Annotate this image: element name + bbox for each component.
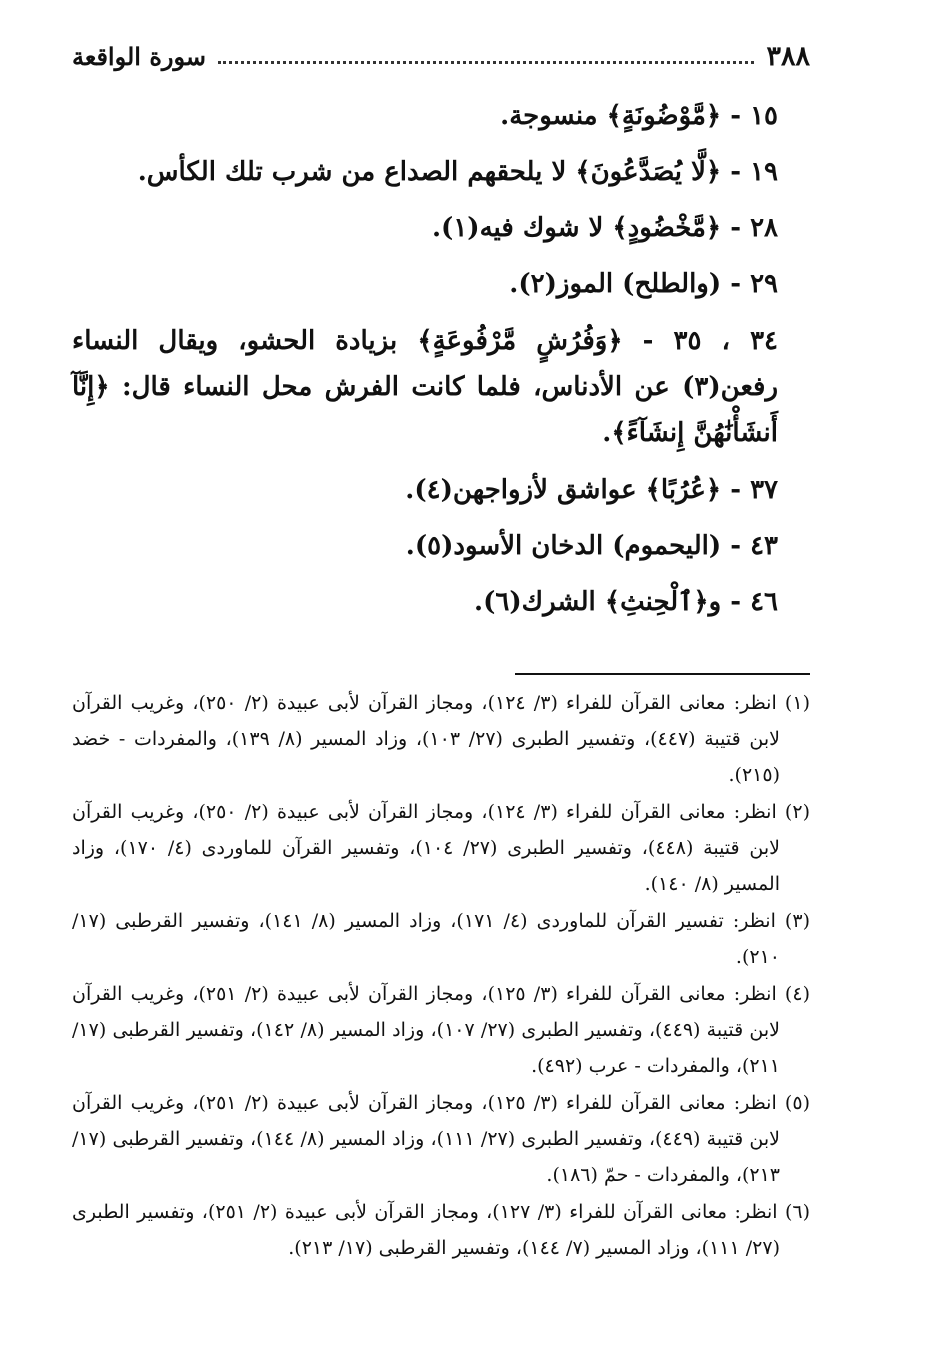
dotted-leader [218,61,754,64]
entry-verse-46: ٤٦ - و﴿ٱلْحِنثِ﴾ الشرك(٦). [474,587,778,617]
entry-verse-34-35: ٣٤ ، ٣٥ - ﴿وَفُرُشٍ مَّرْفُوعَةٍ﴾ بزيادة الحشو، ويقال النساء رفعن(٣) عن الأدناس، فلما كانت الفرش محل النساء قال: ﴿إِنَّآ أَنشَأْنَٰهُنَّ إِنشَآءً﴾. [72,326,778,448]
page-header [72,36,810,78]
footnote-1: (١) انظر: معانى القرآن للفراء (٣/ ١٢٤)، ومجاز القرآن لأبى عبيدة (٢/ ٢٥٠)، وغريب القرآن لابن قتيبة (٤٤٧)، وتفسير الطبرى (٢٧/ ١٠٣)، وزاد المسير (٨/ ١٣٩)، والمفردات - خضد (٢١٥). [72,692,810,786]
footnote-3: (٣) انظر: تفسير القرآن للماوردى (٤/ ١٧١)، وزاد المسير (٨/ ١٤١)، وتفسير القرطبى (١٧/ ٢١٠). [72,910,810,968]
entry-verse-19: ١٩ - ﴿لَّا يُصَدَّعُونَ﴾ لا يلحقهم الصداع من شرب تلك الكأس. [137,157,778,187]
entry-verse-28: ٢٨ - ﴿مَّخْضُودٍ﴾ لا شوك فيه(١). [431,213,778,243]
footnote-4: (٤) انظر: معانى القرآن للفراء (٣/ ١٢٥)، ومجاز القرآن لأبى عبيدة (٢/ ٢٥١)، وغريب القرآن لابن قتيبة (٤٤٩)، وتفسير الطبرى (٢٧/ ١٠٧)، وزاد المسير (٨/ ١٤٢)، وتفسير القرطبى (١٧/ ٢١١)، والمفردات - عرب (٤٩٢). [72,983,810,1077]
footnotes [72,685,810,1267]
book-page [72,30,810,1340]
footnote-5: (٥) انظر: معانى القرآن للفراء (٣/ ١٢٥)، ومجاز القرآن لأبى عبيدة (٢/ ٢٥١)، وغريب القرآن لابن قتيبة (٤٤٩)، وتفسير الطبرى (٢٧/ ١١١)، وزاد المسير (٨/ ١٤٤)، وتفسير القرطبى (١٧/ ٢١٣)، والمفردات - حمّ (١٨٦). [72,1092,810,1186]
footnote-6: (٦) انظر: معانى القرآن للفراء (٣/ ١٢٧)، ومجاز القرآن لأبى عبيدة (٢/ ٢٥١)، وتفسير الطبرى (٢٧/ ١١١)، وزاد المسير (٧/ ١٤٤)، وتفسير القرطبى (١٧/ ٢١٣). [72,1201,810,1259]
glossary-entries [72,88,810,630]
page-number: ٣٨٨ [766,41,810,72]
entry-verse-29: ٢٩ - (والطلح) الموز(٢). [509,269,778,299]
footnote-separator [515,673,810,675]
entry-verse-37: ٣٧ - ﴿عُرُبًا﴾ عواشق لأزواجهن(٤). [405,475,778,505]
entry-verse-15: ١٥ - ﴿مَّوْضُونَةٍ﴾ منسوجة. [500,101,778,131]
footnote-2: (٢) انظر: معانى القرآن للفراء (٣/ ١٢٤)، ومجاز القرآن لأبى عبيدة (٢/ ٢٥٠)، وغريب القرآن لابن قتيبة (٤٤٨)، وتفسير الطبرى (٢٧/ ١٠٤)، وتفسير القرآن للماوردى (٤/ ١٧٠)، وزاد المسير (٨/ ١٤٠). [72,801,810,895]
running-title: سورة الواقعة [72,42,206,71]
entry-verse-43: ٤٣ - (اليحموم) الدخان الأسود(٥). [405,531,778,561]
